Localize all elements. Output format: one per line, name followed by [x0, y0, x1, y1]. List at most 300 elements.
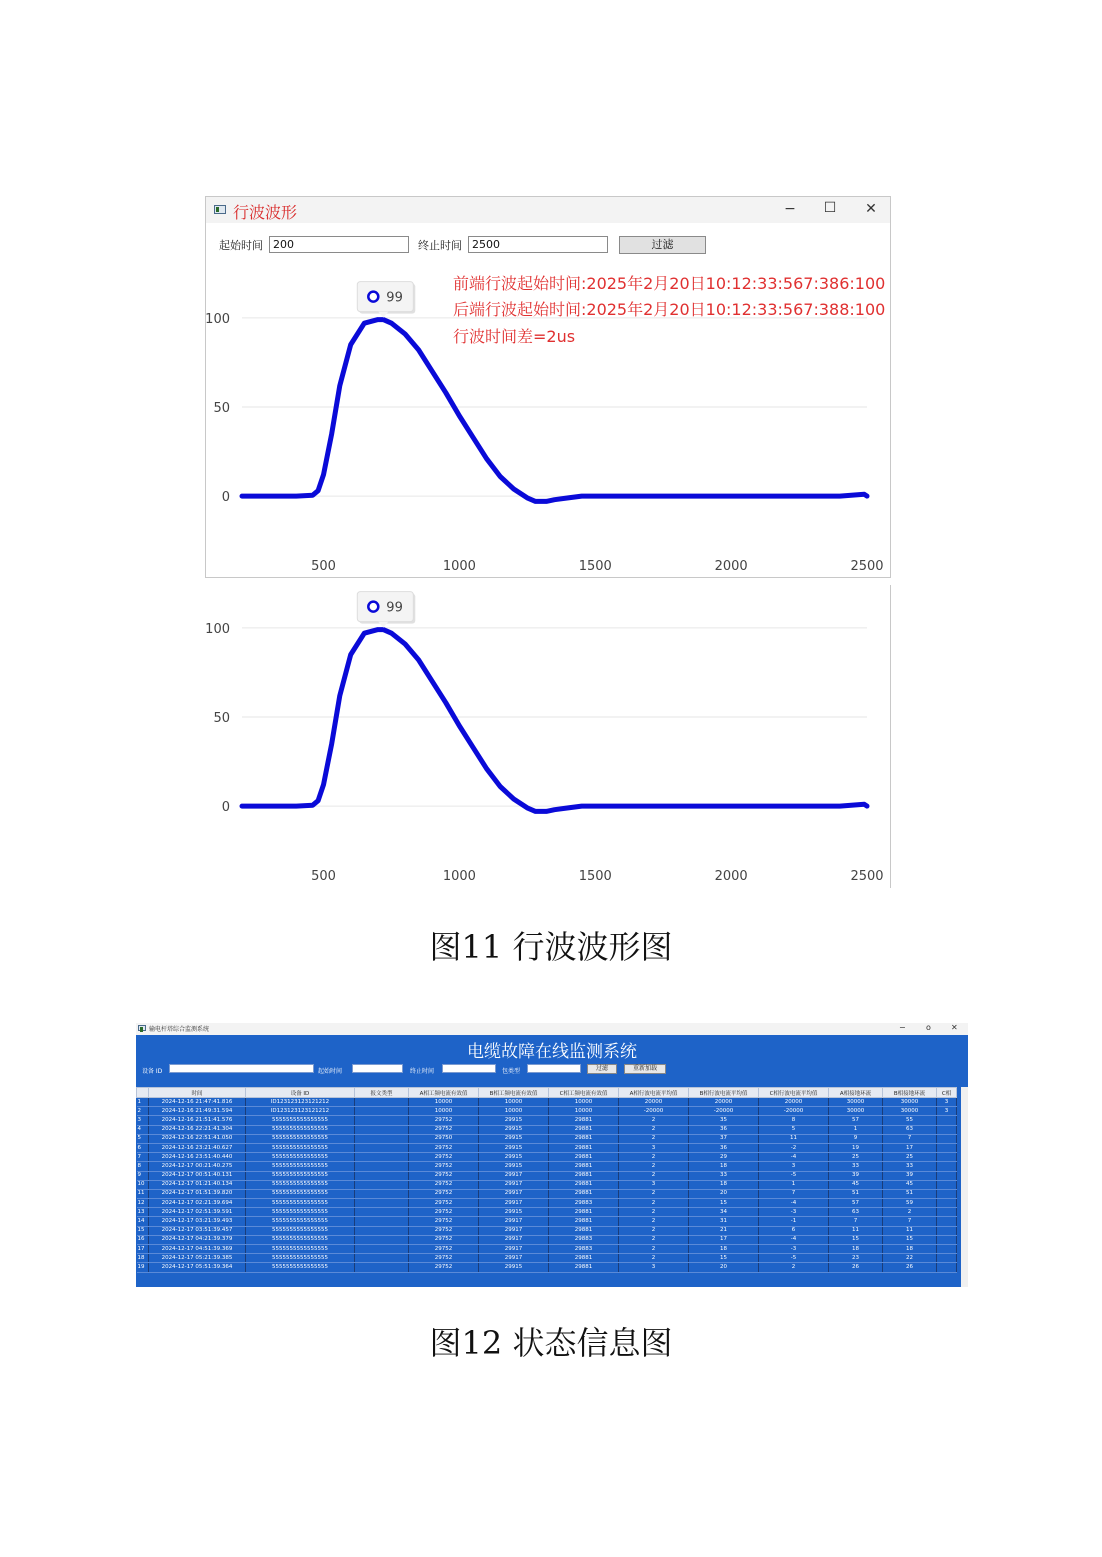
- x-tick-label: 2000: [714, 869, 748, 884]
- time-difference: 行波时间差=2us: [453, 327, 576, 346]
- system-filter-button[interactable]: 过滤: [587, 1064, 617, 1074]
- table-cell: 29752: [409, 1153, 479, 1162]
- table-row[interactable]: [137, 1199, 957, 1208]
- tooltip-marker-icon: [368, 602, 378, 612]
- table-cell: [937, 1199, 957, 1208]
- table-cell: 29752: [409, 1217, 479, 1226]
- table-cell: 10000: [409, 1098, 479, 1107]
- table-cell: 45: [829, 1180, 883, 1189]
- table-cell: 10000: [549, 1107, 619, 1116]
- table-cell: 17: [883, 1143, 937, 1152]
- table-cell: 29917: [479, 1199, 549, 1208]
- table-cell: [355, 1116, 409, 1125]
- table-cell: [355, 1180, 409, 1189]
- table-cell: [355, 1189, 409, 1198]
- table-cell: 29881: [549, 1180, 619, 1189]
- table-cell: [355, 1098, 409, 1107]
- table-body: [137, 1098, 957, 1273]
- table-cell: [937, 1134, 957, 1143]
- table-cell: 2: [619, 1235, 689, 1244]
- start-time-input[interactable]: 200: [269, 236, 409, 253]
- table-cell: 5555555555555555: [246, 1245, 355, 1254]
- table-cell: 2: [619, 1153, 689, 1162]
- table-cell: 5555555555555555: [246, 1254, 355, 1263]
- table-cell: 7: [883, 1134, 937, 1143]
- table-cell: 2: [619, 1125, 689, 1134]
- table-cell: [355, 1143, 409, 1152]
- table-cell: 2024-12-17 04:51:39.369: [149, 1245, 246, 1254]
- table-cell: 2024-12-17 04:21:39.379: [149, 1235, 246, 1244]
- column-header[interactable]: 设备 ID: [246, 1088, 355, 1098]
- table-cell: 29881: [549, 1263, 619, 1272]
- table-row[interactable]: [137, 1134, 957, 1143]
- table-cell: 57: [829, 1199, 883, 1208]
- table-cell: 5555555555555555: [246, 1208, 355, 1217]
- table-cell: -4: [759, 1199, 829, 1208]
- table-cell: 2: [619, 1116, 689, 1125]
- table-cell: 29752: [409, 1245, 479, 1254]
- table-cell: -5: [759, 1254, 829, 1263]
- packet-type-input[interactable]: [527, 1064, 581, 1073]
- table-cell: 10000: [409, 1107, 479, 1116]
- figure-11-caption: 图11 行波波形图: [429, 928, 673, 966]
- table-cell: 2024-12-16 23:51:40.440: [149, 1153, 246, 1162]
- row-number: 13: [137, 1208, 149, 1217]
- table-cell: 2024-12-16 22:21:41.304: [149, 1125, 246, 1134]
- row-number: 2: [137, 1107, 149, 1116]
- y-tick-label: 50: [213, 710, 230, 726]
- table-cell: 2024-12-17 02:21:39.694: [149, 1199, 246, 1208]
- table-cell: 29881: [549, 1208, 619, 1217]
- table-cell: 3: [759, 1162, 829, 1171]
- table-row[interactable]: [137, 1254, 957, 1263]
- table-cell: 23: [829, 1254, 883, 1263]
- column-header[interactable]: C相: [937, 1088, 957, 1098]
- table-cell: 39: [883, 1171, 937, 1180]
- table-cell: 5555555555555555: [246, 1226, 355, 1235]
- column-header[interactable]: 时间: [149, 1088, 246, 1098]
- row-number: 3: [137, 1116, 149, 1125]
- table-cell: 11: [759, 1134, 829, 1143]
- table-cell: 29752: [409, 1226, 479, 1235]
- y-tick-label: 100: [205, 621, 230, 637]
- table-row[interactable]: [137, 1245, 957, 1254]
- table-cell: 33: [883, 1162, 937, 1171]
- tooltip-pointer: [378, 312, 388, 318]
- table-cell: 2: [619, 1217, 689, 1226]
- column-header[interactable]: C相工频电流有效值: [549, 1088, 619, 1098]
- waveform-series-line: [242, 320, 867, 502]
- end-time-input[interactable]: 2500: [468, 236, 608, 253]
- table-cell: -1: [759, 1217, 829, 1226]
- table-cell: -2: [759, 1143, 829, 1152]
- table-cell: 29752: [409, 1143, 479, 1152]
- column-header[interactable]: A相接地环流: [829, 1088, 883, 1098]
- table-cell: 29752: [409, 1162, 479, 1171]
- table-cell: 5555555555555555: [246, 1153, 355, 1162]
- row-number: 18: [137, 1254, 149, 1263]
- table-cell: [937, 1171, 957, 1180]
- x-tick-label: 1000: [442, 559, 476, 574]
- table-cell: 10000: [479, 1107, 549, 1116]
- table-cell: 18: [829, 1245, 883, 1254]
- system-app-icon: [138, 1025, 146, 1031]
- table-cell: 10000: [549, 1098, 619, 1107]
- device-id-label: 设备 ID: [142, 1068, 163, 1075]
- table-cell: 29881: [549, 1162, 619, 1171]
- table-cell: 7: [829, 1217, 883, 1226]
- table-cell: 2024-12-16 21:47:41.816: [149, 1098, 246, 1107]
- tooltip-marker-icon: [368, 292, 378, 302]
- table-cell: 29881: [549, 1153, 619, 1162]
- column-header[interactable]: C相行波电流平均值: [759, 1088, 829, 1098]
- table-cell: 22: [883, 1254, 937, 1263]
- table-row[interactable]: [137, 1263, 957, 1272]
- system-titlebar: [136, 1023, 968, 1035]
- tooltip-value: 99: [386, 290, 403, 306]
- table-cell: 36: [689, 1125, 759, 1134]
- table-cell: 2: [759, 1263, 829, 1272]
- table-cell: 29915: [479, 1263, 549, 1272]
- table-cell: 11: [883, 1226, 937, 1235]
- row-number: 10: [137, 1180, 149, 1189]
- table-cell: 7: [759, 1189, 829, 1198]
- table-cell: 3: [619, 1143, 689, 1152]
- waveform-titlebar: [206, 197, 890, 223]
- column-header[interactable]: B相接地环流: [883, 1088, 937, 1098]
- table-cell: 2024-12-16 23:21:40.627: [149, 1143, 246, 1152]
- table-cell: 25: [883, 1153, 937, 1162]
- table-cell: 2024-12-16 21:51:41.576: [149, 1116, 246, 1125]
- table-cell: 29752: [409, 1189, 479, 1198]
- y-tick-label: 100: [205, 311, 230, 327]
- table-cell: 20000: [759, 1098, 829, 1107]
- table-cell: 15: [829, 1235, 883, 1244]
- row-number: 11: [137, 1189, 149, 1198]
- table-cell: 1: [829, 1125, 883, 1134]
- table-cell: [937, 1189, 957, 1198]
- system-maximize-button[interactable]: o: [926, 1023, 931, 1032]
- system-close-button[interactable]: ✕: [951, 1023, 958, 1032]
- table-cell: 5555555555555555: [246, 1162, 355, 1171]
- tooltip-pointer: [378, 622, 388, 628]
- table-cell: 30000: [883, 1107, 937, 1116]
- column-header[interactable]: B相行波电流平均值: [689, 1088, 759, 1098]
- table-cell: 30000: [829, 1098, 883, 1107]
- table-cell: 15: [689, 1254, 759, 1263]
- table-cell: 2: [619, 1226, 689, 1235]
- minimize-button[interactable]: −: [784, 201, 796, 217]
- table-cell: 2024-12-17 03:51:39.457: [149, 1226, 246, 1235]
- filter-start-label: 起始时间: [318, 1068, 343, 1075]
- table-cell: 2024-12-16 21:49:31.594: [149, 1107, 246, 1116]
- table-cell: 2: [619, 1199, 689, 1208]
- row-number: 4: [137, 1125, 149, 1134]
- table-cell: -4: [759, 1235, 829, 1244]
- table-cell: 30000: [883, 1098, 937, 1107]
- table-cell: 8: [759, 1116, 829, 1125]
- table-cell: [937, 1235, 957, 1244]
- table-cell: 29752: [409, 1208, 479, 1217]
- table-cell: 37: [689, 1134, 759, 1143]
- table-cell: 29915: [479, 1116, 549, 1125]
- table-cell: 29: [689, 1153, 759, 1162]
- column-header[interactable]: [137, 1088, 149, 1098]
- table-cell: 35: [689, 1116, 759, 1125]
- table-cell: 2: [619, 1134, 689, 1143]
- table-cell: 29915: [479, 1153, 549, 1162]
- table-cell: [937, 1125, 957, 1134]
- tooltip-value: 99: [386, 600, 403, 616]
- table-row[interactable]: [137, 1171, 957, 1180]
- x-tick-label: 500: [311, 869, 336, 884]
- table-cell: 26: [829, 1263, 883, 1272]
- table-row[interactable]: [137, 1235, 957, 1244]
- table-cell: 2024-12-17 01:51:39.820: [149, 1189, 246, 1198]
- table-cell: -20000: [619, 1107, 689, 1116]
- row-number: 14: [137, 1217, 149, 1226]
- table-cell: 5555555555555555: [246, 1235, 355, 1244]
- maximize-button[interactable]: ☐: [823, 200, 837, 216]
- table-cell: 2: [619, 1171, 689, 1180]
- table-cell: 29917: [479, 1254, 549, 1263]
- table-header-row: [137, 1088, 957, 1098]
- table-cell: -20000: [759, 1107, 829, 1116]
- table-cell: 31: [689, 1217, 759, 1226]
- table-cell: 63: [883, 1125, 937, 1134]
- start-time-label: 起始时间: [219, 239, 263, 252]
- table-cell: 29752: [409, 1235, 479, 1244]
- table-cell: 29881: [549, 1254, 619, 1263]
- filter-button[interactable]: 过滤: [619, 236, 706, 254]
- table-cell: 29917: [479, 1180, 549, 1189]
- table-cell: 20: [689, 1263, 759, 1272]
- table-row[interactable]: [137, 1098, 957, 1107]
- x-tick-label: 1500: [578, 559, 612, 574]
- table-cell: [355, 1217, 409, 1226]
- table-cell: 3: [937, 1098, 957, 1107]
- table-cell: ID123123123121212: [246, 1107, 355, 1116]
- table-cell: 29752: [409, 1180, 479, 1189]
- waveform-chart-front: [205, 280, 891, 578]
- table-cell: 51: [829, 1189, 883, 1198]
- y-tick-label: 50: [213, 400, 230, 416]
- device-id-input[interactable]: [169, 1064, 314, 1073]
- table-cell: 25: [829, 1153, 883, 1162]
- table-cell: 15: [689, 1199, 759, 1208]
- table-cell: 5555555555555555: [246, 1217, 355, 1226]
- table-cell: 29917: [479, 1245, 549, 1254]
- table-cell: 20000: [689, 1098, 759, 1107]
- table-row[interactable]: [137, 1116, 957, 1125]
- table-cell: 51: [883, 1189, 937, 1198]
- row-number: 19: [137, 1263, 149, 1272]
- reload-button[interactable]: 重新加载: [624, 1064, 666, 1074]
- table-cell: 29915: [479, 1208, 549, 1217]
- table-row[interactable]: [137, 1180, 957, 1189]
- table-cell: [355, 1263, 409, 1272]
- table-row[interactable]: [137, 1189, 957, 1198]
- table-cell: 33: [829, 1162, 883, 1171]
- row-number: 17: [137, 1245, 149, 1254]
- table-cell: 2024-12-17 01:21:40.134: [149, 1180, 246, 1189]
- table-cell: 57: [829, 1116, 883, 1125]
- waveform-chart-back: [205, 590, 891, 888]
- table-cell: 29752: [409, 1254, 479, 1263]
- table-cell: 29915: [479, 1125, 549, 1134]
- x-tick-label: 1000: [442, 869, 476, 884]
- back-end-start-time: 后端行波起始时间:2025年2月20日10:12:33:567:388:100: [453, 300, 886, 319]
- x-tick-label: 2500: [850, 869, 884, 884]
- table-cell: 33: [689, 1171, 759, 1180]
- row-number: 1: [137, 1098, 149, 1107]
- monitoring-system-window: [136, 1023, 968, 1287]
- table-cell: 2024-12-17 00:51:40.131: [149, 1171, 246, 1180]
- column-header[interactable]: A相工频电流有效值: [409, 1088, 479, 1098]
- column-header[interactable]: B相工频电流有效值: [479, 1088, 549, 1098]
- table-cell: [355, 1245, 409, 1254]
- table-cell: 5555555555555555: [246, 1134, 355, 1143]
- x-tick-label: 500: [311, 559, 336, 574]
- table-cell: 17: [689, 1235, 759, 1244]
- table-cell: 29915: [479, 1162, 549, 1171]
- table-cell: 2024-12-17 05:51:39.364: [149, 1263, 246, 1272]
- table-cell: 29881: [549, 1189, 619, 1198]
- table-cell: -4: [759, 1153, 829, 1162]
- table-cell: 2024-12-17 00:21:40.275: [149, 1162, 246, 1171]
- filter-start-input[interactable]: [352, 1064, 403, 1073]
- table-cell: 5: [759, 1125, 829, 1134]
- table-cell: 63: [829, 1208, 883, 1217]
- table-cell: [355, 1226, 409, 1235]
- table-cell: [355, 1199, 409, 1208]
- table-cell: 5555555555555555: [246, 1180, 355, 1189]
- table-cell: 10000: [479, 1098, 549, 1107]
- table-cell: 29917: [479, 1235, 549, 1244]
- y-tick-label: 0: [221, 800, 230, 816]
- table-row[interactable]: [137, 1143, 957, 1152]
- table-cell: 7: [883, 1217, 937, 1226]
- table-cell: 26: [883, 1263, 937, 1272]
- table-cell: 3: [937, 1107, 957, 1116]
- table-cell: 29917: [479, 1171, 549, 1180]
- table-cell: 29752: [409, 1116, 479, 1125]
- table-row[interactable]: [137, 1162, 957, 1171]
- table-row[interactable]: [137, 1217, 957, 1226]
- row-number: 9: [137, 1171, 149, 1180]
- table-cell: 2: [619, 1162, 689, 1171]
- table-cell: [355, 1153, 409, 1162]
- table-row[interactable]: [137, 1226, 957, 1235]
- close-button[interactable]: ✕: [865, 201, 877, 217]
- vertical-scrollbar[interactable]: [961, 1087, 968, 1287]
- table-cell: 55: [883, 1116, 937, 1125]
- table-cell: [937, 1217, 957, 1226]
- table-cell: 29915: [479, 1143, 549, 1152]
- table-cell: [355, 1254, 409, 1263]
- table-cell: 36: [689, 1143, 759, 1152]
- table-cell: 19: [829, 1143, 883, 1152]
- column-header[interactable]: A相行波电流平均值: [619, 1088, 689, 1098]
- table-cell: 18: [689, 1162, 759, 1171]
- table-cell: 20: [689, 1189, 759, 1198]
- table-cell: ID123123123121212: [246, 1098, 355, 1107]
- table-cell: 1: [759, 1180, 829, 1189]
- app-window-icon: [214, 205, 226, 214]
- row-number: 8: [137, 1162, 149, 1171]
- table-cell: [355, 1208, 409, 1217]
- table-cell: -20000: [689, 1107, 759, 1116]
- table-row[interactable]: [137, 1208, 957, 1217]
- table-cell: 29917: [479, 1226, 549, 1235]
- row-number: 15: [137, 1226, 149, 1235]
- table-cell: 29750: [409, 1134, 479, 1143]
- table-cell: 15: [883, 1235, 937, 1244]
- table-cell: 29883: [549, 1245, 619, 1254]
- table-cell: 29917: [479, 1189, 549, 1198]
- table-cell: 9: [829, 1134, 883, 1143]
- table-cell: 29881: [549, 1226, 619, 1235]
- table-cell: 18: [883, 1245, 937, 1254]
- table-cell: 29883: [549, 1235, 619, 1244]
- table-cell: 6: [759, 1226, 829, 1235]
- table-cell: [937, 1226, 957, 1235]
- filter-end-input[interactable]: [442, 1064, 496, 1073]
- table-cell: [937, 1208, 957, 1217]
- x-tick-label: 1500: [578, 869, 612, 884]
- table-row[interactable]: [137, 1107, 957, 1116]
- table-cell: 5555555555555555: [246, 1189, 355, 1198]
- table-cell: [355, 1162, 409, 1171]
- table-cell: 29881: [549, 1116, 619, 1125]
- table-cell: 29881: [549, 1125, 619, 1134]
- table-cell: [937, 1143, 957, 1152]
- table-cell: [937, 1245, 957, 1254]
- row-number: 6: [137, 1143, 149, 1152]
- table-cell: 45: [883, 1180, 937, 1189]
- table-cell: [937, 1180, 957, 1189]
- table-cell: 2: [619, 1189, 689, 1198]
- table-cell: 2: [619, 1254, 689, 1263]
- table-cell: 18: [689, 1245, 759, 1254]
- table-cell: 2: [619, 1208, 689, 1217]
- waveform-series-line: [242, 630, 867, 812]
- end-time-label: 终止时间: [418, 239, 462, 252]
- table-cell: [355, 1171, 409, 1180]
- table-cell: 3: [619, 1180, 689, 1189]
- table-cell: [937, 1116, 957, 1125]
- table-cell: 29752: [409, 1125, 479, 1134]
- table-cell: 29915: [479, 1134, 549, 1143]
- column-header[interactable]: 报文类型: [355, 1088, 409, 1098]
- table-cell: -3: [759, 1208, 829, 1217]
- table-cell: 3: [619, 1263, 689, 1272]
- system-window-title: 输电杆塔综合监测系统: [149, 1026, 210, 1033]
- table-cell: 29917: [479, 1217, 549, 1226]
- table-cell: [355, 1125, 409, 1134]
- table-cell: 34: [689, 1208, 759, 1217]
- table-cell: 29752: [409, 1171, 479, 1180]
- table-cell: 29881: [549, 1143, 619, 1152]
- tooltip-box: [357, 282, 413, 312]
- system-minimize-button[interactable]: −: [899, 1023, 906, 1032]
- table-cell: 29883: [549, 1199, 619, 1208]
- table-cell: [355, 1235, 409, 1244]
- table-cell: 2024-12-17 05:21:39.385: [149, 1254, 246, 1263]
- table-row[interactable]: [137, 1125, 957, 1134]
- table-cell: 39: [829, 1171, 883, 1180]
- table-row[interactable]: [137, 1153, 957, 1162]
